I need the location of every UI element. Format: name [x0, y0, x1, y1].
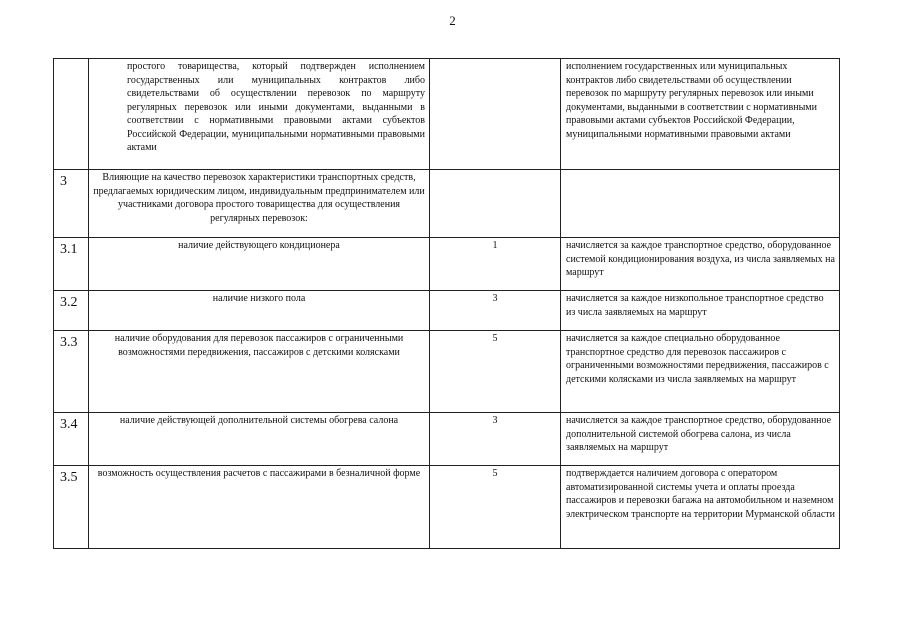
row-number-cell: 3.2: [54, 291, 89, 331]
note-cell: начисляется за каждое транспортное средство, оборудованное системой кондиционирования воздуха, из числа заявляемых на маршрут: [561, 238, 840, 291]
row-number-cell: 3.4: [54, 413, 89, 466]
criterion-name-cell: простого товарищества, который подтвержден исполнением государственных или муниципальных контрактов либо свидетельствами об осуществлении перевозок по маршруту регулярных перевозок или иными документами, выданными в соответствии с нормативными правовыми актами субъектов Российской Федерации, муниципальными нормативными правовыми актами: [89, 59, 430, 170]
criterion-name-cell: наличие действующего кондиционера: [89, 238, 430, 291]
page-number: 2: [449, 13, 456, 28]
criterion-name-cell: наличие низкого пола: [89, 291, 430, 331]
points-cell: 1: [430, 238, 561, 291]
points-cell: [430, 59, 561, 170]
criterion-name-cell: возможность осуществления расчетов с пассажирами в безналичной форме: [89, 466, 430, 549]
table-row: [54, 413, 840, 466]
table-row: [54, 170, 840, 238]
points-cell: 3: [430, 291, 561, 331]
points-cell: 5: [430, 466, 561, 549]
points-cell: 3: [430, 413, 561, 466]
row-number-cell: 3.1: [54, 238, 89, 291]
note-cell: начисляется за каждое транспортное средство, оборудованное дополнительной системой обогрева салона, из числа заявляемых на маршрут: [561, 413, 840, 466]
row-number-cell: 3.5: [54, 466, 89, 549]
table-row: [54, 331, 840, 413]
note-cell: исполнением государственных или муниципальных контрактов либо свидетельствами об осуществлении перевозок по маршруту регулярных перевозок или иными документами, выданными в соответствии с нормативными правовыми актами субъектов Российской Федерации, муниципальными нормативными правовыми актами: [561, 59, 840, 170]
table-row: [54, 466, 840, 549]
row-number-cell: [54, 59, 89, 170]
points-cell: 5: [430, 331, 561, 413]
row-number-cell: 3.3: [54, 331, 89, 413]
row-number-cell: 3: [54, 170, 89, 238]
criterion-name-cell: наличие оборудования для перевозок пассажиров с ограниченными возможностями передвижения, пассажиров с детскими колясками: [89, 331, 430, 413]
table-row-continuation: [54, 59, 840, 170]
criterion-name-cell: Влияющие на качество перевозок характеристики транспортных средств, предлагаемых юридическим лицом, индивидуальным предпринимателем или участниками договора простого товарищества для осуществления регулярных перевозок:: [89, 170, 430, 238]
table-row: [54, 238, 840, 291]
criteria-table: [53, 58, 840, 549]
table-row: [54, 291, 840, 331]
note-cell: подтверждается наличием договора с оператором автоматизированной системы учета и оплаты проезда пассажиров и перевозки багажа на автомобильном и наземном электрическом транспорте на территории Мурманской области: [561, 466, 840, 549]
note-cell: начисляется за каждое специально оборудованное транспортное средство для перевозок пассажиров с ограниченными возможностями передвижения, пассажиров с детскими колясками из числа заявляемых на маршрут: [561, 331, 840, 413]
note-cell: начисляется за каждое низкопольное транспортное средство из числа заявляемых на маршрут: [561, 291, 840, 331]
note-cell: [561, 170, 840, 238]
criterion-name-cell: наличие действующей дополнительной системы обогрева салона: [89, 413, 430, 466]
points-cell: [430, 170, 561, 238]
